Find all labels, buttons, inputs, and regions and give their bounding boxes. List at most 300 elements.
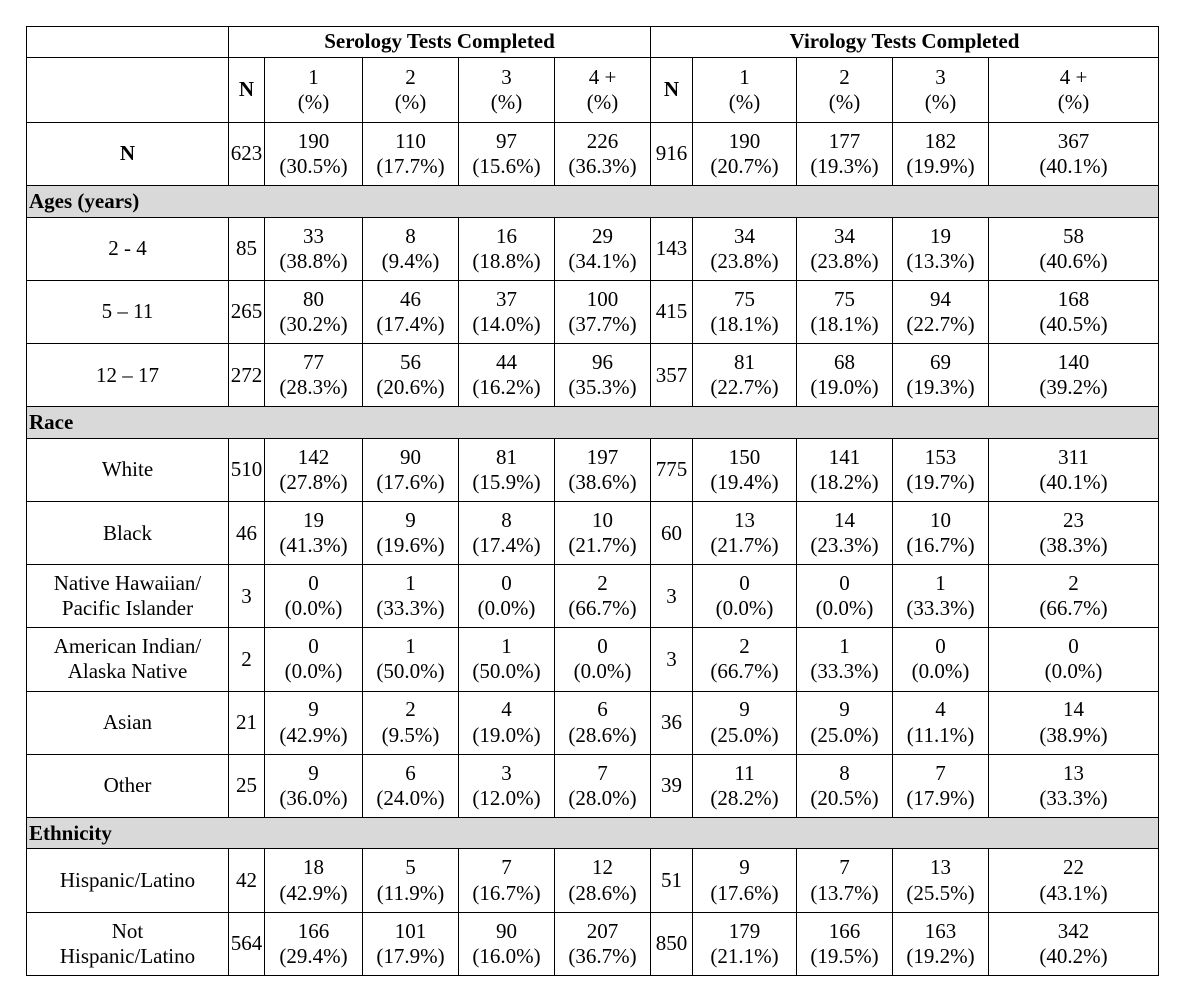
serology-count-cell [555, 565, 651, 628]
percent-value: (42.9%) [279, 880, 348, 905]
virology-count-cell [797, 502, 893, 565]
count-value: 19 [930, 223, 951, 248]
percent-value: (19.5%) [810, 943, 879, 968]
count-value: 197 [586, 444, 619, 469]
percent-value: (9.5%) [381, 722, 440, 747]
virology-count-cell [989, 849, 1159, 912]
count-value: 190 [297, 128, 330, 153]
count-value: 90 [400, 444, 421, 469]
serology-count-cell [555, 502, 651, 565]
percent-value: (19.3%) [906, 375, 975, 400]
virology-count-cell [893, 438, 989, 501]
count-value: 46 [400, 286, 421, 311]
count-value: 6 [405, 760, 416, 785]
row-label-line: 2 - 4 [108, 236, 147, 261]
percent-value: (0.0%) [284, 596, 343, 621]
percent-value: (13.7%) [810, 880, 879, 905]
row-label [27, 217, 229, 280]
percent-value: (50.0%) [376, 659, 445, 684]
count-value: 14 [1063, 697, 1084, 722]
row-label-line: 12 – 17 [96, 362, 159, 387]
virology-count-cell [893, 123, 989, 186]
serology-col-1-header [265, 58, 363, 123]
virology-count-cell [893, 912, 989, 975]
serology-count-cell [363, 565, 459, 628]
count-value: 5 [405, 855, 416, 880]
virology-col-4-header [989, 58, 1159, 123]
virology-n-header: N [651, 58, 693, 123]
percent-value: (36.3%) [568, 154, 637, 179]
virology-count-cell [797, 344, 893, 407]
count-value: 90 [496, 918, 517, 943]
percent-value: (16.7%) [472, 880, 541, 905]
serology-count-cell [555, 344, 651, 407]
count-value: 177 [828, 128, 861, 153]
col-top: 4 + [1059, 64, 1088, 89]
serology-n-cell: 42 [229, 849, 265, 912]
serology-count-cell [265, 123, 363, 186]
percent-value: (21.7%) [710, 533, 779, 558]
virology-count-cell [693, 344, 797, 407]
serology-count-cell [555, 217, 651, 280]
percent-value: (18.2%) [810, 469, 879, 494]
section-header-row [27, 186, 1159, 218]
count-value: 9 [308, 760, 319, 785]
percent-value: (11.9%) [376, 880, 445, 905]
serology-col-2-header [363, 58, 459, 123]
count-value: 226 [586, 128, 619, 153]
percent-value: (18.1%) [810, 312, 879, 336]
percent-value: (28.6%) [568, 880, 637, 905]
count-value: 97 [496, 128, 517, 153]
count-value: 34 [834, 223, 855, 248]
count-value: 179 [728, 918, 761, 943]
count-value: 12 [592, 855, 613, 880]
virology-n-cell: 415 [651, 280, 693, 343]
serology-count-cell [363, 754, 459, 817]
percent-value: (23.8%) [710, 248, 779, 273]
virology-count-cell [797, 217, 893, 280]
percent-value: (40.1%) [1039, 154, 1108, 179]
count-value: 58 [1063, 223, 1084, 248]
count-value: 166 [828, 918, 861, 943]
count-value: 9 [839, 697, 850, 722]
count-value: 81 [496, 444, 517, 469]
count-value: 153 [924, 444, 957, 469]
percent-value: (17.6%) [710, 880, 779, 905]
serology-n-cell: 272 [229, 344, 265, 407]
percent-value: (21.1%) [710, 943, 779, 968]
count-value: 166 [297, 918, 330, 943]
percent-value: (28.3%) [279, 375, 348, 400]
serology-count-cell [459, 344, 555, 407]
percent-value: (14.0%) [472, 312, 541, 336]
count-value: 9 [308, 697, 319, 722]
percent-value: (0.0%) [815, 596, 874, 621]
serology-count-cell [459, 502, 555, 565]
percent-value: (22.7%) [906, 312, 975, 336]
virology-count-cell [989, 217, 1159, 280]
serology-count-cell [459, 912, 555, 975]
serology-n-cell: 21 [229, 691, 265, 754]
count-value: 4 [501, 697, 512, 722]
serology-count-cell [363, 217, 459, 280]
count-value: 367 [1057, 128, 1090, 153]
serology-count-cell [459, 628, 555, 691]
count-value: 190 [728, 128, 761, 153]
count-value: 4 [935, 697, 946, 722]
table-row [27, 280, 1159, 343]
virology-count-cell [797, 628, 893, 691]
serology-n-cell: 2 [229, 628, 265, 691]
col-top: 4 + [588, 64, 617, 89]
row-label [27, 912, 229, 975]
section-header-row [27, 407, 1159, 439]
percent-value: (25.5%) [906, 880, 975, 905]
count-value: 1 [839, 634, 850, 659]
virology-count-cell [693, 628, 797, 691]
count-value: 0 [1068, 634, 1079, 659]
count-value: 0 [597, 634, 608, 659]
percent-value: (39.2%) [1039, 375, 1108, 400]
percent-value: (0.0%) [715, 596, 774, 621]
count-value: 342 [1057, 918, 1090, 943]
count-value: 110 [395, 128, 426, 153]
percent-value: (34.1%) [568, 248, 637, 273]
virology-n-cell: 51 [651, 849, 693, 912]
count-value: 75 [834, 286, 855, 311]
column-header-row [27, 58, 1159, 123]
serology-col-4-header [555, 58, 651, 123]
count-value: 16 [496, 223, 517, 248]
section-title: Ages (years) [27, 186, 1159, 218]
virology-count-cell [893, 344, 989, 407]
count-value: 207 [586, 918, 619, 943]
serology-count-cell [265, 754, 363, 817]
percent-value: (43.1%) [1039, 880, 1108, 905]
serology-header: Serology Tests Completed [229, 27, 651, 58]
percent-value: (11.1%) [906, 722, 975, 747]
virology-count-cell [893, 691, 989, 754]
col-top: 1 [308, 64, 319, 89]
virology-n-cell: 60 [651, 502, 693, 565]
percent-value: (19.0%) [810, 375, 879, 400]
virology-count-cell [693, 438, 797, 501]
count-value: 75 [734, 286, 755, 311]
virology-header: Virology Tests Completed [651, 27, 1159, 58]
table-row [27, 502, 1159, 565]
percent-value: (19.3%) [810, 154, 879, 179]
percent-value: (25.0%) [710, 722, 779, 747]
table-row [27, 691, 1159, 754]
percent-value: (17.6%) [376, 469, 445, 494]
count-value: 7 [935, 760, 946, 785]
count-value: 10 [592, 507, 613, 532]
percent-value: (42.9%) [279, 722, 348, 747]
count-value: 1 [405, 571, 416, 596]
table-row [27, 754, 1159, 817]
serology-count-cell [555, 691, 651, 754]
percent-value: (33.3%) [1039, 785, 1108, 810]
col-bottom: (%) [828, 90, 861, 114]
serology-count-cell [459, 280, 555, 343]
row-label-line: Pacific Islander [61, 596, 194, 621]
row-label-line: Hispanic/Latino [59, 943, 196, 968]
percent-value: (36.7%) [568, 943, 637, 968]
percent-value: (33.3%) [906, 596, 975, 621]
virology-count-cell [693, 849, 797, 912]
table-row [27, 912, 1159, 975]
virology-col-2-header [797, 58, 893, 123]
count-value: 0 [308, 634, 319, 659]
virology-count-cell [893, 565, 989, 628]
virology-count-cell [797, 754, 893, 817]
count-value: 14 [834, 507, 855, 532]
section-header-row [27, 817, 1159, 849]
count-value: 8 [501, 507, 512, 532]
table-row [27, 438, 1159, 501]
virology-count-cell [797, 280, 893, 343]
count-value: 11 [734, 760, 755, 785]
serology-n-header: N [229, 58, 265, 123]
percent-value: (20.6%) [376, 375, 445, 400]
header-label-cell [27, 58, 229, 123]
row-label [27, 502, 229, 565]
results-table [26, 26, 1159, 976]
count-value: 6 [597, 697, 608, 722]
percent-value: (0.0%) [573, 659, 632, 684]
group-header-row [27, 27, 1159, 58]
col-bottom: (%) [490, 90, 523, 114]
serology-count-cell [265, 912, 363, 975]
serology-count-cell [265, 502, 363, 565]
virology-count-cell [989, 502, 1159, 565]
virology-count-cell [693, 217, 797, 280]
virology-n-cell: 775 [651, 438, 693, 501]
serology-count-cell [459, 849, 555, 912]
count-value: 0 [739, 571, 750, 596]
virology-n-cell: 850 [651, 912, 693, 975]
count-value: 1 [935, 571, 946, 596]
serology-col-3-header [459, 58, 555, 123]
serology-n-cell: 3 [229, 565, 265, 628]
count-value: 9 [739, 855, 750, 880]
col-top: 3 [501, 64, 512, 89]
percent-value: (38.3%) [1039, 533, 1108, 558]
count-value: 0 [308, 571, 319, 596]
count-value: 13 [1063, 760, 1084, 785]
percent-value: (17.9%) [376, 943, 445, 968]
row-label-line: White [101, 457, 154, 482]
virology-count-cell [989, 628, 1159, 691]
percent-value: (0.0%) [1044, 659, 1103, 684]
col-top: 1 [739, 64, 750, 89]
count-value: 7 [597, 760, 608, 785]
serology-count-cell [363, 123, 459, 186]
row-label-line: Not [111, 918, 144, 943]
table-row [27, 344, 1159, 407]
serology-count-cell [459, 438, 555, 501]
percent-value: (20.7%) [710, 154, 779, 179]
serology-count-cell [555, 280, 651, 343]
virology-count-cell [693, 691, 797, 754]
count-value: 8 [839, 760, 850, 785]
count-value: 1 [405, 634, 416, 659]
percent-value: (40.5%) [1039, 312, 1108, 336]
serology-count-cell [555, 123, 651, 186]
serology-count-cell [363, 502, 459, 565]
count-value: 37 [496, 286, 517, 311]
virology-count-cell [893, 217, 989, 280]
serology-count-cell [363, 438, 459, 501]
percent-value: (19.9%) [906, 154, 975, 179]
percent-value: (19.2%) [906, 943, 975, 968]
row-label-line: Asian [103, 710, 152, 735]
percent-value: (19.4%) [710, 469, 779, 494]
serology-n-cell: 623 [229, 123, 265, 186]
serology-count-cell [459, 123, 555, 186]
count-value: 2 [739, 634, 750, 659]
virology-count-cell [989, 754, 1159, 817]
percent-value: (30.2%) [279, 312, 348, 336]
virology-count-cell [693, 912, 797, 975]
percent-value: (16.0%) [472, 943, 541, 968]
percent-value: (28.0%) [568, 785, 637, 810]
section-title: Race [27, 407, 1159, 439]
percent-value: (21.7%) [568, 533, 637, 558]
serology-n-cell: 25 [229, 754, 265, 817]
count-value: 0 [839, 571, 850, 596]
count-value: 9 [739, 697, 750, 722]
percent-value: (19.6%) [376, 533, 445, 558]
virology-n-cell: 916 [651, 123, 693, 186]
serology-count-cell [555, 628, 651, 691]
table-row [27, 565, 1159, 628]
virology-count-cell [989, 280, 1159, 343]
virology-count-cell [989, 912, 1159, 975]
percent-value: (17.9%) [906, 785, 975, 810]
count-value: 7 [839, 855, 850, 880]
count-value: 140 [1057, 349, 1090, 374]
percent-value: (28.2%) [710, 785, 779, 810]
count-value: 18 [303, 855, 324, 880]
count-value: 19 [303, 507, 324, 532]
serology-count-cell [459, 217, 555, 280]
col-bottom: (%) [1057, 90, 1090, 114]
serology-count-cell [363, 912, 459, 975]
virology-count-cell [989, 344, 1159, 407]
percent-value: (9.4%) [381, 248, 440, 273]
count-value: 94 [930, 286, 951, 311]
serology-n-cell: 85 [229, 217, 265, 280]
percent-value: (40.2%) [1039, 943, 1108, 968]
count-value: 13 [930, 855, 951, 880]
virology-count-cell [893, 628, 989, 691]
serology-count-cell [265, 849, 363, 912]
virology-count-cell [989, 438, 1159, 501]
col-bottom: (%) [924, 90, 957, 114]
row-label [27, 280, 229, 343]
virology-n-cell: 39 [651, 754, 693, 817]
percent-value: (40.6%) [1039, 248, 1108, 273]
count-value: 69 [930, 349, 951, 374]
virology-n-cell: 3 [651, 565, 693, 628]
percent-value: (24.0%) [376, 785, 445, 810]
percent-value: (15.6%) [472, 154, 541, 179]
count-value: 96 [592, 349, 613, 374]
virology-count-cell [797, 849, 893, 912]
count-value: 33 [303, 223, 324, 248]
serology-count-cell [555, 438, 651, 501]
count-value: 100 [586, 286, 619, 311]
serology-count-cell [265, 280, 363, 343]
row-label [27, 754, 229, 817]
serology-count-cell [265, 565, 363, 628]
percent-value: (23.3%) [810, 533, 879, 558]
serology-count-cell [265, 628, 363, 691]
serology-count-cell [459, 754, 555, 817]
count-value: 68 [834, 349, 855, 374]
table-body [27, 123, 1159, 976]
percent-value: (0.0%) [477, 596, 536, 621]
serology-count-cell [363, 344, 459, 407]
serology-count-cell [459, 565, 555, 628]
row-label-line: Hispanic/Latino [59, 867, 196, 892]
row-label-line: N [119, 141, 136, 166]
row-label-line: Alaska Native [67, 659, 188, 684]
virology-count-cell [693, 754, 797, 817]
percent-value: (16.7%) [906, 533, 975, 558]
table-row [27, 217, 1159, 280]
virology-count-cell [893, 502, 989, 565]
serology-count-cell [265, 217, 363, 280]
percent-value: (40.1%) [1039, 469, 1108, 494]
col-bottom: (%) [586, 90, 619, 114]
percent-value: (18.1%) [710, 312, 779, 336]
virology-col-1-header [693, 58, 797, 123]
percent-value: (16.2%) [472, 375, 541, 400]
row-label-line: Black [103, 520, 152, 545]
percent-value: (25.0%) [810, 722, 879, 747]
virology-count-cell [693, 123, 797, 186]
serology-count-cell [555, 849, 651, 912]
row-label [27, 123, 229, 186]
table-row [27, 628, 1159, 691]
col-top: 3 [935, 64, 946, 89]
percent-value: (28.6%) [568, 722, 637, 747]
percent-value: (0.0%) [911, 659, 970, 684]
row-label-line: Other [103, 773, 152, 798]
count-value: 23 [1063, 507, 1084, 532]
percent-value: (36.0%) [279, 785, 348, 810]
table-row [27, 849, 1159, 912]
section-title: Ethnicity [27, 817, 1159, 849]
count-value: 77 [303, 349, 324, 374]
percent-value: (33.3%) [810, 659, 879, 684]
header-corner-cell [27, 27, 229, 58]
count-value: 29 [592, 223, 613, 248]
virology-count-cell [693, 565, 797, 628]
percent-value: (66.7%) [568, 596, 637, 621]
virology-count-cell [989, 565, 1159, 628]
percent-value: (38.9%) [1039, 722, 1108, 747]
percent-value: (30.5%) [279, 154, 348, 179]
percent-value: (0.0%) [284, 659, 343, 684]
serology-count-cell [265, 438, 363, 501]
percent-value: (17.4%) [472, 533, 541, 558]
count-value: 80 [303, 286, 324, 311]
serology-count-cell [555, 754, 651, 817]
